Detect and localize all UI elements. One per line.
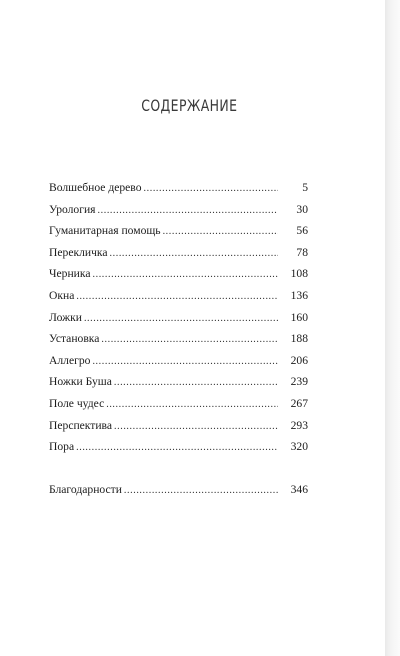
toc-entry (49, 328, 308, 350)
toc-title: СОДЕРЖАНИЕ (141, 96, 238, 115)
dot-leader (106, 394, 278, 416)
dot-leader (101, 329, 278, 351)
toc-entry-title: Перспектива (49, 418, 113, 432)
toc-entry-page: 320 (290, 440, 308, 454)
dot-leader (114, 372, 278, 394)
toc-entry (49, 242, 308, 264)
toc-entry-page: 160 (290, 310, 308, 324)
toc-entry-page: 56 (296, 224, 308, 238)
dot-leader (144, 178, 278, 200)
toc-entry (49, 199, 308, 221)
toc-entry-page: 293 (290, 418, 308, 432)
toc-entry (49, 350, 308, 372)
toc-entry-title: Волшебное дерево (49, 181, 142, 194)
toc-entry-page: 108 (290, 267, 308, 281)
toc-entry-page: 30 (296, 202, 308, 216)
toc-entry (49, 393, 308, 415)
toc-entry-title: Урология (49, 202, 96, 216)
toc-entry-page: 136 (290, 288, 308, 302)
toc-entry-title: Гуманитарная помощь (49, 224, 161, 238)
dot-leader (114, 416, 278, 438)
dot-leader (110, 243, 278, 265)
toc-entry (49, 285, 308, 307)
dot-leader (124, 480, 278, 502)
page-edge-shadow (385, 0, 400, 656)
toc-entry-page: 239 (290, 375, 308, 389)
dot-leader (93, 264, 279, 286)
toc-entry-page: 78 (296, 245, 308, 259)
toc-entry (49, 371, 308, 393)
toc-entry-title: Установка (49, 332, 100, 346)
toc-entry (49, 263, 308, 285)
dot-leader (76, 437, 278, 459)
dot-leader (84, 308, 278, 330)
dot-leader (76, 286, 278, 308)
toc-entry-page: 206 (290, 353, 308, 367)
toc-entry-title: Окна (49, 288, 75, 302)
toc-entry (49, 220, 308, 242)
toc-entry-title: Поле чудес (49, 396, 105, 410)
toc-entry-title: Ножки Буша (49, 375, 112, 389)
toc-entry-title: Перекличка (49, 245, 108, 259)
toc-entry-title: Черника (49, 267, 91, 281)
toc-entry-title: Пора (49, 440, 75, 454)
toc-entry-title: Аллегро (49, 353, 91, 367)
dot-leader (98, 200, 278, 222)
toc-entry-acknowledgements (49, 479, 308, 501)
toc-entry-title: Благодарности (49, 483, 122, 497)
toc-entry (49, 415, 308, 437)
toc-entry-page: 267 (290, 396, 308, 410)
toc-entry (49, 307, 308, 329)
dot-leader (92, 351, 278, 373)
toc-entry-page: 5 (302, 181, 308, 194)
toc-list (49, 177, 308, 501)
toc-entry-page: 346 (290, 483, 308, 497)
dot-leader (163, 221, 278, 243)
toc-entry (49, 436, 308, 458)
toc-entry-page: 188 (290, 332, 308, 346)
toc-entry-title: Ложки (49, 310, 82, 324)
toc-entry (49, 177, 308, 199)
